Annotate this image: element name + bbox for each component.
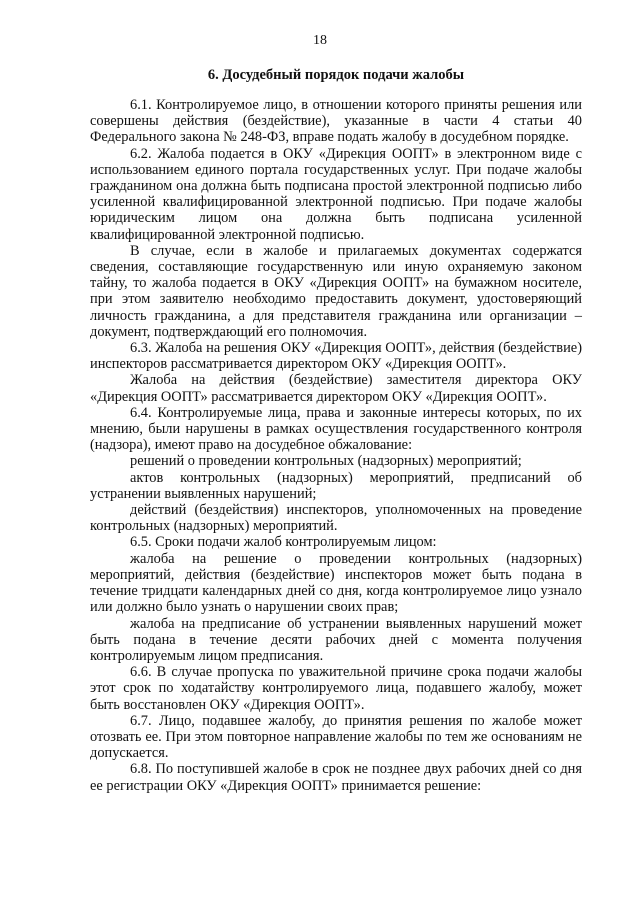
- document-body: [90, 97, 582, 794]
- paragraph-6-3: 6.3. Жалоба на решения ОКУ «Дирекция ООПТ», действия (бездействие) инспекторов рассматривается директором ОКУ «Дирекция ООПТ».: [90, 340, 582, 373]
- paragraph-6-8: 6.8. По поступившей жалобе в срок не позднее двух рабочих дней со дня ее регистрации ОКУ «Дирекция ООПТ» принимается решение:: [90, 761, 582, 794]
- paragraph-6-2: 6.2. Жалоба подается в ОКУ «Дирекция ООПТ» в электронном виде с использованием единого портала государственных услуг. При подаче жалобы гражданином она должна быть подписана простой электронной подписью либо усиленной квалифицированной электронной подписью. При подаче жалобы юридическим лицом она должна быть подписана усиленной квалифицированной электронной подписью.: [90, 145, 582, 243]
- section-heading: 6. Досудебный порядок подачи жалобы: [207, 67, 465, 83]
- paragraph-6-5: 6.5. Сроки подачи жалоб контролируемым лицом:: [130, 534, 437, 551]
- list-item-acts: актов контрольных (надзорных) мероприятий, предписаний об устранении выявленных нарушений;: [90, 469, 582, 502]
- paragraph-6-3-deputy: Жалоба на действия (бездействие) заместителя директора ОКУ «Дирекция ООПТ» рассматривается директором ОКУ «Дирекция ООПТ».: [90, 372, 582, 405]
- paragraph-6-4: 6.4. Контролируемые лица, права и законные интересы которых, по их мнению, были нарушены в рамках осуществления государственного контроля (надзора), имеют право на досудебное обжалование:: [90, 404, 582, 454]
- paragraph-6-2-secret: В случае, если в жалобе и прилагаемых документах содержатся сведения, составляющие государственную или иную охраняемую законом тайну, то жалоба подается в ОКУ «Дирекция ООПТ» на бумажном носителе, при этом заявителю необходимо предоставить документ, удостоверяющий личность гражданина, а для представителя гражданина или организации – документ, подтверждающий его полномочия.: [90, 242, 582, 340]
- list-item-complaint-order: жалоба на предписание об устранении выявленных нарушений может быть подана в течение десяти рабочих дней с момента получения контролируемым лицом предписания.: [90, 615, 582, 664]
- list-item-decisions: решений о проведении контрольных (надзорных) мероприятий;: [130, 453, 522, 470]
- paragraph-6-1: 6.1. Контролируемое лицо, в отношении которого приняты решения или совершены действия (бездействие), указанные в части 4 статьи 40 Федерального закона № 248-ФЗ, вправе подать жалобу в досудебном порядке.: [90, 97, 582, 146]
- paragraph-6-7: 6.7. Лицо, подавшее жалобу, до принятия решения по жалобе может отозвать ее. При этом повторное направление жалобы по тем же основаниям не допускается.: [90, 712, 582, 762]
- list-item-complaint-decision: жалоба на решение о проведении контрольных (надзорных) мероприятий, действия (бездействие) инспекторов может быть подана в течение тридцати календарных дней со дня, когда контролируемое лицо узнало или должно было узнать о нарушении своих прав;: [90, 550, 582, 616]
- paragraph-6-6: 6.6. В случае пропуска по уважительной причине срока подачи жалобы этот срок по ходатайству контролируемого лица, подавшего жалобу, может быть восстановлен ОКУ «Дирекция ООПТ».: [90, 664, 582, 713]
- page-number: 18: [313, 33, 327, 48]
- list-item-actions: действий (бездействия) инспекторов, уполномоченных на проведение контрольных (надзорных) мероприятий.: [90, 502, 582, 535]
